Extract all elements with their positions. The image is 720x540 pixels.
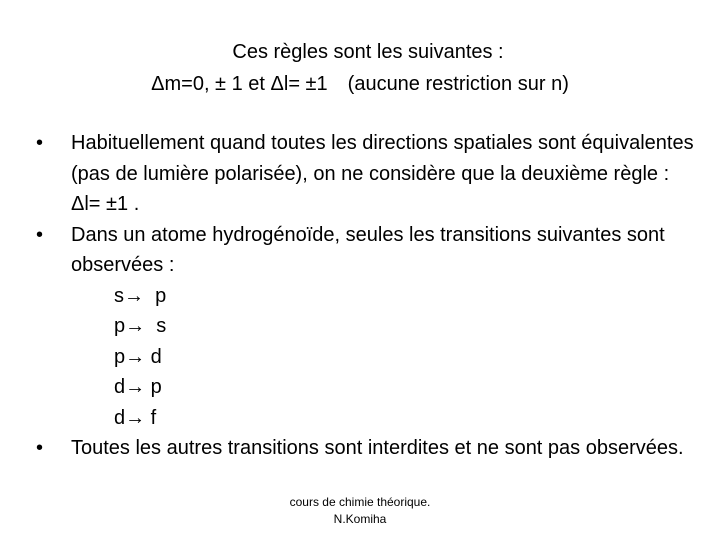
- transition-item: p→ s: [114, 315, 167, 337]
- bullet-item: [36, 433, 696, 464]
- selection-rules-formula: Δm=0, ± 1 et Δl= ±1: [151, 73, 328, 95]
- bullet-text: Toutes les autres transitions sont interdites et ne sont pas observées.: [71, 437, 684, 459]
- selection-rules-note: (aucune restriction sur n): [347, 73, 569, 95]
- footer-course: cours de chimie théorique.: [289, 495, 431, 509]
- bullet-text: Habituellement quand toutes les directions spatiales sont équivalentes (pas de lumière polarisée), on ne considère que la deuxième règle : Δl= ±1 .: [71, 132, 694, 215]
- selection-rules-line: [0, 68, 720, 100]
- bullet-marker: •: [36, 223, 44, 246]
- transition-item: d→ f: [114, 406, 157, 429]
- bullet-list: [36, 128, 696, 464]
- title-text: Ces règles sont les suivantes :: [232, 41, 504, 63]
- transition-item: d→ p: [114, 376, 162, 398]
- footer-author: N.Komiha: [333, 512, 387, 526]
- bullet-marker: •: [36, 437, 44, 459]
- transition-item: s→ p: [114, 284, 167, 307]
- slide-title: [8, 36, 720, 68]
- bullet-item: [36, 220, 696, 434]
- bullet-text: Dans un atome hydrogénoïde, seules les transitions suivantes sont observées :: [71, 223, 665, 276]
- bullet-marker: •: [36, 132, 44, 154]
- transition-list: [71, 281, 696, 434]
- transition-item: p→ d: [114, 345, 162, 368]
- slide-footer: [230, 494, 490, 528]
- bullet-item: [36, 128, 696, 220]
